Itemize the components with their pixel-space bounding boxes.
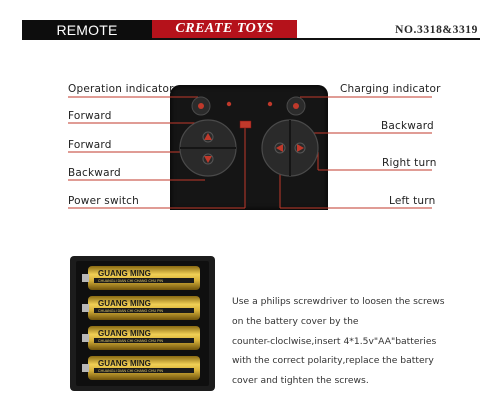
instruction-line: counter-cloclwise,insert 4*1.5v"AA"batteries [232, 335, 437, 347]
label-backward-right: Backward [381, 120, 434, 132]
instruction-line: with the correct polarity,replace the battery [232, 355, 434, 367]
label-forward: Forward [68, 139, 112, 151]
battery-instructions [232, 292, 482, 391]
battery-brand: GUANG MING [98, 329, 151, 338]
instruction-line: Use a philips screwdriver to loosen the screws [232, 296, 445, 307]
label-charging-indicator: Charging indicator [340, 83, 441, 95]
header-brand: CREATE TOYS [175, 21, 274, 36]
label-operation-indicator: Operation indicator [68, 83, 174, 95]
aa-battery [82, 266, 200, 290]
label-right-turn: Right turn [382, 157, 437, 169]
charging-led [268, 102, 272, 106]
battery-brand: GUANG MING [98, 269, 151, 278]
battery-label-line: CHUANGLI DIAN CHI CHANG CHU PIN [98, 309, 164, 313]
label-power-switch: Power switch [68, 195, 140, 207]
battery-photo [70, 256, 215, 391]
header-title: REMOTE CONTROL [52, 22, 122, 58]
aa-battery [82, 296, 200, 320]
aa-battery [82, 326, 200, 350]
model-number: NO.3318&3319 [395, 24, 478, 36]
label-backward-left: Backward [68, 167, 121, 179]
battery-label-line: CHUANGLI DIAN CHI CHANG CHU PIN [98, 279, 164, 283]
aa-battery [82, 356, 200, 380]
instruction-line: cover and tighten the screws. [232, 375, 369, 387]
battery-label-line: CHUANGLI DIAN CHI CHANG CHU PIN [98, 339, 164, 343]
instruction-line: on the battery cover by the [232, 315, 359, 327]
battery-brand: GUANG MING [98, 359, 151, 368]
operation-led [227, 102, 231, 106]
battery-brand: GUANG MING [98, 299, 151, 308]
label-left-turn: Left turn [389, 195, 436, 207]
battery-label-line: CHUANGLI DIAN CHI CHANG CHU PIN [98, 369, 164, 373]
label-forward-top: Forward [68, 110, 112, 122]
power-switch [240, 121, 251, 128]
